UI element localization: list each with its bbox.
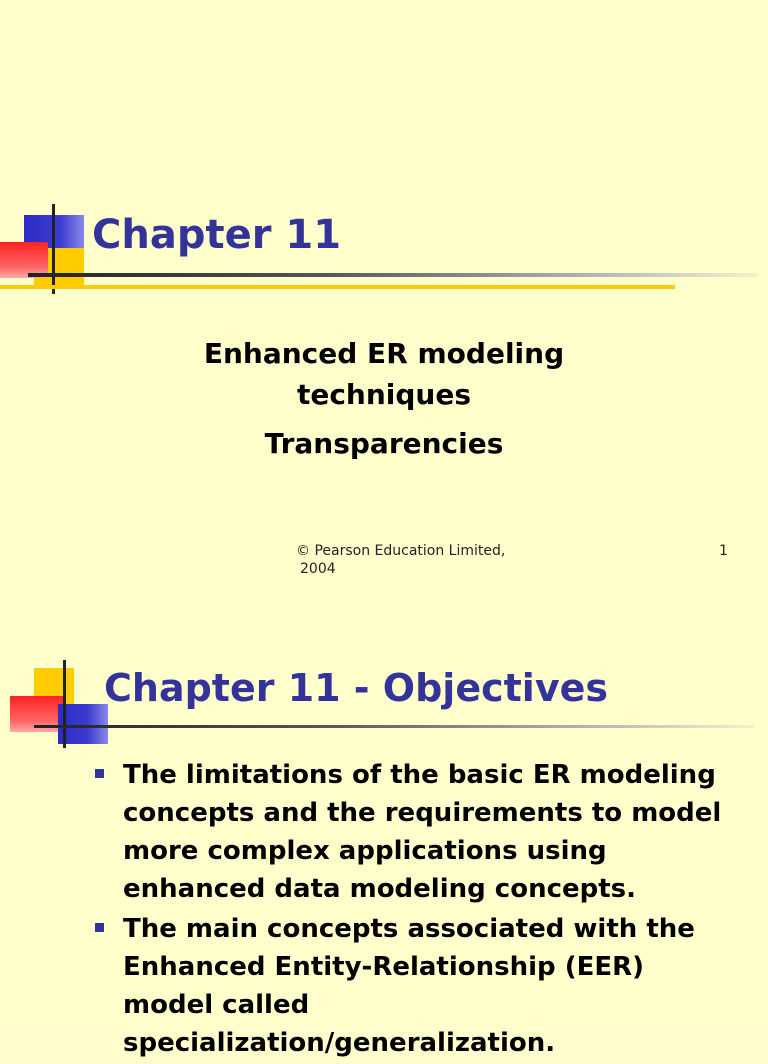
page-number: 1	[719, 543, 728, 559]
subtitle-line-1: Enhanced ER modeling	[203, 337, 565, 370]
objectives-slide	[0, 620, 768, 1058]
list-item	[93, 910, 743, 1062]
subtitle-line-2: techniques	[296, 378, 472, 411]
square-bullet-icon	[95, 769, 104, 778]
subtitle-line-3: Transparencies	[264, 427, 504, 460]
copyright-line-1: © Pearson Education Limited,	[296, 543, 506, 559]
title-decoration-logo	[8, 658, 108, 750]
title-rule-yellow	[0, 285, 675, 289]
objectives-list	[93, 756, 743, 1064]
bullet-text: The main concepts associated with the Enhanced Entity-Relationship (EER) model called specialization/generalization.	[123, 914, 695, 1058]
slide-title: Chapter 11 - Objectives	[104, 666, 608, 710]
title-rule-dark	[34, 725, 754, 728]
vertical-line	[63, 660, 66, 748]
slide-title: Chapter 11	[92, 212, 342, 258]
square-bullet-icon	[95, 923, 104, 932]
title-rule-dark	[28, 273, 758, 277]
bullet-text: The limitations of the basic ER modeling concepts and the requirements to model more complex applications using enhanced data modeling concepts.	[123, 760, 722, 904]
copyright-line-2: 2004	[300, 561, 336, 577]
vertical-line	[52, 204, 55, 294]
list-item	[93, 756, 743, 908]
